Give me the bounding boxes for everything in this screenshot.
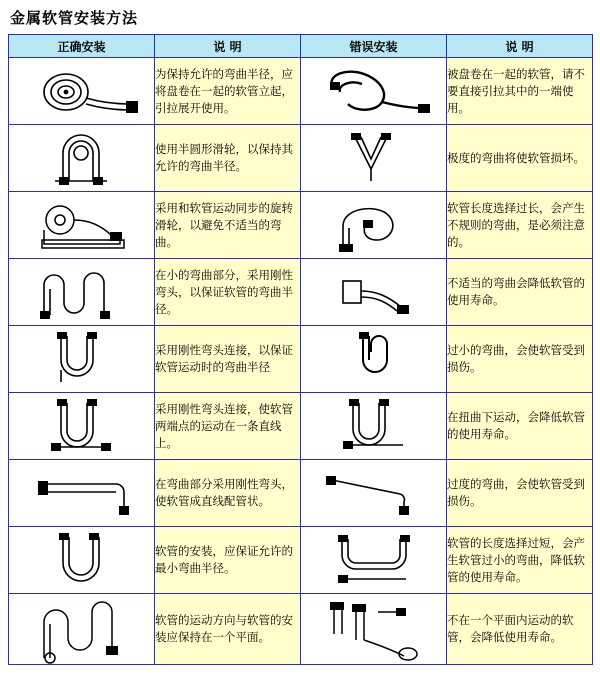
- figure-same-plane-motion: [9, 594, 155, 665]
- note-text: 过小的弯曲，会使软管受到损伤。: [447, 326, 593, 393]
- note-text: 极度的弯曲将使软管损坏。: [447, 125, 593, 192]
- figure-rotating-pulley-sync: [9, 192, 155, 259]
- figure-torsion-bend-motion: [301, 393, 447, 460]
- table-row: [9, 393, 593, 460]
- note-text: 不适当的弯曲会降低软管的使用寿命。: [447, 259, 593, 326]
- figure-too-long-hose-small-bend: [301, 527, 447, 594]
- note-text: 软管的长度选择过短，会产生软管过小的弯曲，降低软管的使用寿命。: [447, 527, 593, 594]
- figure-coiled-hose-standing: [9, 58, 155, 125]
- note-text: 软管长度选择过长，会产生不规则的弯曲，是必须注意的。: [447, 192, 593, 259]
- figure-rigid-elbow-straight-line: [9, 393, 155, 460]
- table-row: [9, 192, 593, 259]
- note-text: 使用半圆形滑轮，以保持其允许的弯曲半径。: [155, 125, 301, 192]
- table-row: [9, 527, 593, 594]
- figure-minimum-bend-radius-u: [9, 527, 155, 594]
- header-correct-note: 说 明: [155, 35, 301, 58]
- figure-sharp-bend-damage: [301, 125, 447, 192]
- note-text: 采用刚性弯头连接，使软管两端点的运动在一条直线上。: [155, 393, 301, 460]
- figure-too-small-bend-damage: [301, 326, 447, 393]
- header-correct-install: 正确安装: [9, 35, 155, 58]
- figure-excessive-bend-damage: [301, 460, 447, 527]
- note-text: 软管的运动方向与软管的安装应保持在一个平面。: [155, 594, 301, 665]
- table-row: [9, 594, 593, 665]
- table-row: [9, 125, 593, 192]
- table-row: [9, 460, 593, 527]
- figure-rigid-elbow-connection: [9, 326, 155, 393]
- figure-straight-pipe-with-elbow: [9, 460, 155, 527]
- note-text: 采用和软管运动同步的旋转滑轮，以避免不适当的弯曲。: [155, 192, 301, 259]
- note-text: 过度的弯曲，会使软管受到损伤。: [447, 460, 593, 527]
- hose-installation-table: [8, 34, 593, 665]
- note-text: 在弯曲部分采用刚性弯头，使软管成直线配管状。: [155, 460, 301, 527]
- note-text: 在小的弯曲部分，采用刚性弯头，以保证软管的弯曲半径。: [155, 259, 301, 326]
- figure-improper-bend-shortens-life: [301, 259, 447, 326]
- figure-semicircular-guide-pulley: [9, 125, 155, 192]
- table-row: [9, 259, 593, 326]
- figure-out-of-plane-motion: [301, 594, 447, 665]
- header-wrong-install: 错误安装: [301, 35, 447, 58]
- note-text: 在扭曲下运动，会降低软管的使用寿命。: [447, 393, 593, 460]
- note-text: 软管的安装，应保证允许的最小弯曲半径。: [155, 527, 301, 594]
- table-header-row: [9, 35, 593, 58]
- figure-rigid-elbow-small-bend: [9, 259, 155, 326]
- note-text: 被盘卷在一起的软管，请不要直接引拉其中的一端使用。: [447, 58, 593, 125]
- figure-coiled-hose-pulled: [301, 58, 447, 125]
- header-wrong-note: 说 明: [447, 35, 593, 58]
- table-row: [9, 58, 593, 125]
- note-text: 采用刚性弯头连接，以保证软管运动时的弯曲半径: [155, 326, 301, 393]
- table-row: [9, 326, 593, 393]
- page-title: 金属软管安装方法: [10, 9, 139, 27]
- note-text: 为保持允许的弯曲半径，应将盘卷在一起的软管立起，引拉展开使用。: [155, 58, 301, 125]
- note-text: 不在一个平面内运动的软管，会降低使用寿命。: [447, 594, 593, 665]
- figure-too-long-hose-irregular-bend: [301, 192, 447, 259]
